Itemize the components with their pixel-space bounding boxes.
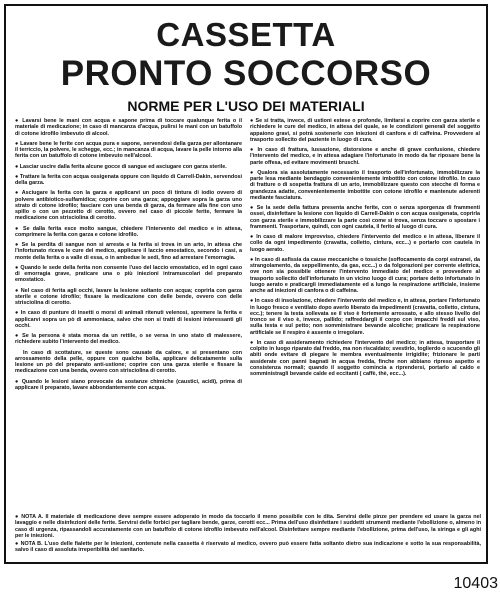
instruction-paragraph: ● In caso di assideramento richiedere l'intervento del medico; in attesa, trasportare il colpito in luogo riparato dal freddo, ma non riscaldato; svestirlo, toglierdo o scucendo gli abiti onde evitare di piegare le membra eventualmente irrigidite; frizionare le parti assiderate con panni bagnati in acqua fredda, finche non abbiano ripreso aspetto e consistenza normali; quando il soggetto comincia a riprendersi, portarlo al caldo e somministragli bevande calde ed eccitanti ( caffè, thè, ecc...). (250, 339, 480, 377)
instruction-paragraph: ● Lasciar uscire dalla ferita alcune gocce di sangue ed asciugare con garza sterile. (15, 163, 227, 170)
instruction-paragraph: ● In caso di asfissia da cause meccaniche o tossiche (soffocamento da corpi estranei, da strangolamento, da seppellimento, da gas, ecc...) o da folgorazioni per corrente elettrica, ove non sia possibile ottenere l'intervento immediato del medico e provvedere al trasporto sollecito dell'infortunato in un vicino luogo di cura; portare detto infortunato in luogo aerato e praticargli immediatamente ed a lungo la respirazione artificiale, insieme anche ad iniezioni di canfora o di caffeina. (250, 256, 480, 294)
instruction-paragraph: ● In caso di frattura, lussazione, distorsione e anche di grave confusione, chiedere l'intervento del medico, e in attesa adagiare l'infortunato in modo da far riposare bene la parte offesa, ed evitare movimenti bruschi. (250, 147, 480, 166)
sign-title-line2: PRONTO SOCCORSO (60, 54, 432, 93)
instruction-paragraph: ● In caso di malore improvviso, chiedere l'intervento del medico e in attesa, liberare il collo da ogni impedimento (cravatta, colletto, cintura, ecc...) e portarlo con cautela in luogo aerato. (250, 234, 480, 253)
right-column (250, 118, 480, 506)
left-column (15, 118, 242, 506)
instruction-paragraph: ● Quando le sede della ferita non consente l'uso del laccio emostatico, ed in ogni caso di emorragia grave, praticare una o più iniezioni intramuscolari del preparato emostatico. (15, 264, 242, 284)
instruction-paragraph: ● Se la perdita di sangue non si arresta e la ferita si trova in un arto, in attesa che l'infortunato riceva le cure del medico, applicare il laccio emostatico, secondo i casi, a monte della ferita o a valle di essa, o in ambedue le sedi, fino ad arrestare l'emorragia. (15, 242, 242, 261)
instruction-paragraph: In caso di scottature, se queste sono causate da calore, e si presentano con arrossamento della pelle, oppure con qualche bolla, applicare delicatamente sulla lesione un pò del preparato anti-ustione; coprire con una garza sterile e fissare la medicazione con una benda, ovvero con strisciolina di cerotto. (15, 349, 242, 375)
notes-section (15, 514, 481, 556)
instruction-paragraph: ● Nel caso di ferita agli occhi, lavare la lesione soltanto con acqua; coprirla con garza sterile e cotone idrofilo; fissare la medicazione con delle bende, ovvero con delle strisciolina di cerotto. (15, 287, 242, 306)
note-a: ● NOTA A. Il materiale di medicazione deve sempre essere adoperato in modo da toccarlo il meno possibile con le dita. Servirsi delle pinze per prendere ed usare la garza nel lavaggio e nelle disinfezioni delle ferite. Servirsi delle forbici per tagliare bende, garze, cerotti ecc... Prima dell'uso disinfettare i suddetti strumenti mediante l'ebollizione o, almeno in caso di urgenza, ripassandoli accuratamente con un batuffolo di cotone idrofilo imbevuto nell'alcool. Disinfettare sempre mediante l'ebollizione, prima dell'uso, la siringa e gli aghi per le iniezioni. (15, 514, 481, 539)
instruction-paragraph: ● Asciugare la ferita con la garza e applicarvi un poco di tintura di iodio ovvero di polvere antibiotico-sulfamidica; coprire con una garza; appoggiare sopra la garza uno strato di cotone idrofilo; fasciare con una benda di garza, da fermare alla fine con uno spillo o con un pezzetto di cerotto, ovvero nel caso di piccole ferite, fermare la medicazione con strisciolina di cerotto. (15, 190, 242, 222)
sign-subtitle: NORME PER L'USO DEI MATERIALI (127, 98, 365, 114)
instruction-paragraph: ● In caso di insolazione, chiedere l'intervento del medico e, in attesa, portare l'infortunato in luogo fresco e ventilato dopo averlo liberato da impedimenti (cravatta, colletto, cintura, ecc.); tenere la testa sollevata se il viso è fortemente arrossato, e allo stesso livello del tronco se il viso è, invece, pallido; raffreddargli il corpo con impacchi freddi sul viso, sulla testa e sul petto; non somministrare bevande alcoliche; praticare la respirazione artificiale se il respiro è assente o irregolare. (250, 298, 480, 336)
instruction-paragraph: ● Se la persona è stata morsa da un rettile, o se versa in uno stato di malessere, richiedere subito l'intervento del medico. (15, 333, 242, 346)
note-b: ● NOTA B. L'uso delle fialette per le iniezioni, contenute nella cassetta è riservato al medico, ovvero può essere fatta soltanto dietro sua indicazione e sotto la sua responsabilità, salvo il caso di assoluta irreperibilità del sanitario. (15, 541, 481, 554)
instruction-paragraph: ● Se la sede della fattura presenta anche ferite, con o senza sporgenza di frammenti ossei, disinfettare la lesione con liquido di Carrell-Dakin o con acqua ossigenata, coprirla con garza sterile e immobilizzare la parte così come si trova, senza toccare o spostare i frammenti. Trasportare, quindi, con ogni cautela, il ferito al luogo di cura. (250, 205, 480, 230)
instruction-paragraph: ● Qualora sia assolutamente necessario il trasporto dell'infortunato, immobilizzare la parte lesa mediante bendaggio convenientemente imbottito con cotone idrofilo. In caso di fratture o di sospetta frattura di un arto, immobilizzare questo con stecche di forma e grandezza adatte, convenientemente imbottite con cotone idrofilo e mantenute aderenti mediante fasciatura. (250, 169, 480, 201)
product-code: 10403 (453, 575, 498, 592)
first-aid-sign (4, 4, 488, 564)
instruction-paragraph: ● Se si tratta, invece, di ustioni estese o profonde, limitarsi a coprire con garza sterile e richiedere le cure del medico, in attesa del quale, se le condizioni generali del soggetto appaiono gravi, si potrà sostenerle con iniezioni di canfora e di caffeina. Provvedere al trasporto sollecito del paziente in luogo di cura. (250, 118, 480, 143)
instruction-paragraph: ● Quando le lesioni siano provocate da sostanze chimiche (caustici, acidi), prima di applicare il preparato, lavare abbondantemente con acqua. (15, 378, 242, 391)
instruction-paragraph: ● Lavarsi bene le mani con acqua e sapone prima di toccare qualunque ferita o il materiale di medicazione; in caso di mancanza d'acqua, pulirsi le mani con un batuffolo di cotone idrofilo imbevuto di alcool. (15, 118, 242, 137)
instruction-paragraph: ● In caso di punture di insetti o morsi di animali ritenuti velenosi, spremere la ferita e applicarvi sopra un pò di ammoniaca, salvo che non si tratti di lesioni interessanti gli occhi. (15, 310, 242, 329)
instruction-paragraph: ● Se dalla ferita esce molto sangue, chiedere l'intervento del medico e in attesa, comprimere la ferita con garza e cotone idrofilo. (15, 225, 242, 238)
instruction-paragraph: ● Trattare la ferita con acqua ossigenata oppure con liquido di Carrell-Dakin, servendosi della garza. (15, 173, 242, 186)
sign-title-line1: CASSETTA (156, 16, 336, 53)
instruction-paragraph: ● Lavare bene le ferite con acqua pura e sapone, servendosi della garza per allontanare il terriccio, la polvere, le schegge, ecc.; in mancanza di acqua, lavare la pelle intorno alla ferita con un batuffolo di cotone imbevuto nell'alcool. (15, 140, 242, 160)
